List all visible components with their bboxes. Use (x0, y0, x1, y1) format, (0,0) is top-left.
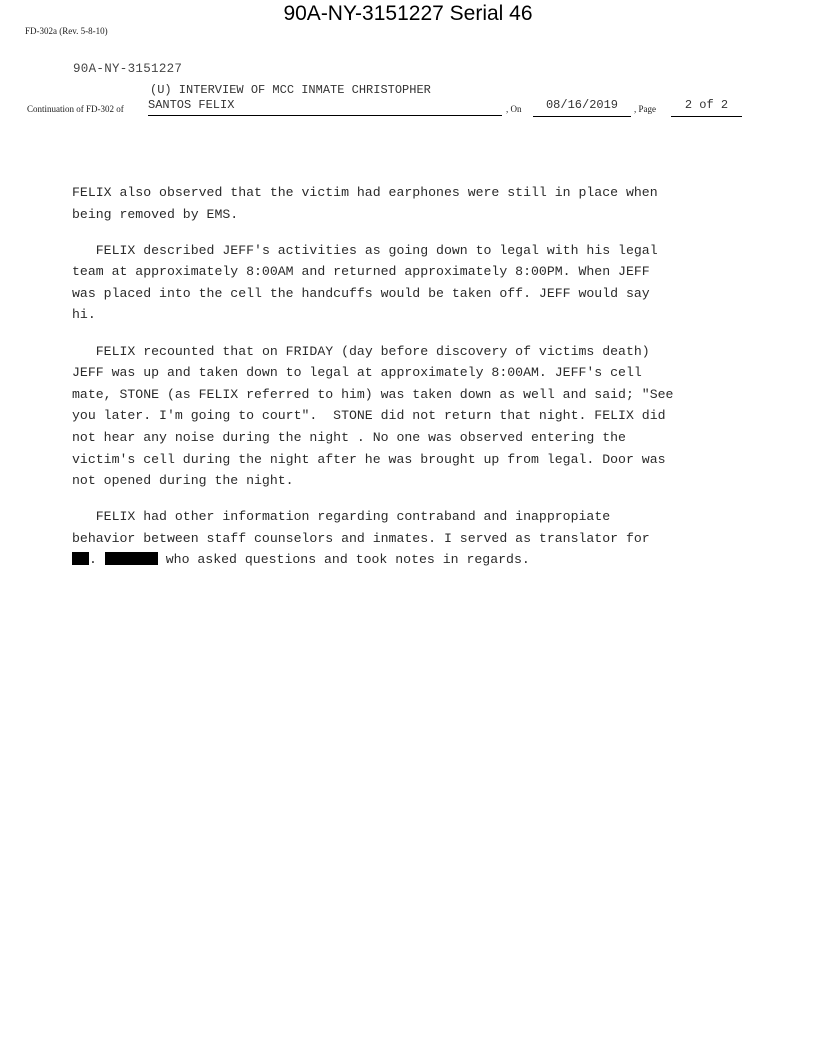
redaction-block (105, 552, 158, 565)
text-fragment: . (89, 552, 105, 568)
subject-line-1: (U) INTERVIEW OF MCC INMATE CHRISTOPHER (150, 83, 431, 97)
interview-date: 08/16/2019 (533, 98, 631, 117)
case-number: 90A-NY-3151227 (73, 62, 183, 76)
paragraph-1 (72, 182, 762, 225)
text-line: not hear any noise during the night . No one was observed entering the (72, 429, 626, 445)
text-line: FELIX described JEFF's activities as going down to legal with his legal (72, 242, 658, 258)
text-line: behavior between staff counselors and inmates. I served as translator for (72, 530, 650, 546)
redaction-block (72, 552, 89, 565)
text-line: FELIX recounted that on FRIDAY (day before discovery of victims death) (72, 343, 650, 359)
document-body (72, 182, 762, 586)
text-line: team at approximately 8:00AM and returned approximately 8:00PM. When JEFF (72, 264, 650, 280)
text-line: hi. (72, 307, 96, 323)
text-line: victim's cell during the night after he was brought up from legal. Door was (72, 451, 666, 467)
text-line: JEFF was up and taken down to legal at approximately 8:00AM. JEFF's cell (72, 365, 642, 381)
form-id: FD-302a (Rev. 5-8-10) (25, 26, 108, 36)
page-number: 2 of 2 (671, 98, 742, 117)
text-line: mate, STONE (as FELIX referred to him) was taken down as well and said; "See (72, 386, 674, 402)
subject-line-2: SANTOS FELIX (148, 98, 502, 116)
text-line: was placed into the cell the handcuffs would be taken off. JEFF would say (72, 285, 650, 301)
text-fragment: who asked questions and took notes in regards. (157, 552, 530, 568)
continuation-label: Continuation of FD-302 of (27, 104, 124, 114)
text-line: FELIX had other information regarding contraband and inappropiate (72, 509, 611, 525)
paragraph-2 (72, 240, 762, 326)
text-line: FELIX also observed that the victim had earphones were still in place when (72, 185, 658, 200)
text-line: you later. I'm going to court". STONE did not return that night. FELIX did (72, 408, 666, 424)
serial-title: 90A-NY-3151227 Serial 46 (283, 2, 533, 25)
text-line: not opened during the night. (72, 473, 294, 489)
paragraph-3 (72, 341, 762, 492)
page-label: , Page (634, 104, 656, 114)
paragraph-4 (72, 506, 762, 571)
on-label: , On (506, 104, 522, 114)
text-line: being removed by EMS. (72, 206, 239, 222)
